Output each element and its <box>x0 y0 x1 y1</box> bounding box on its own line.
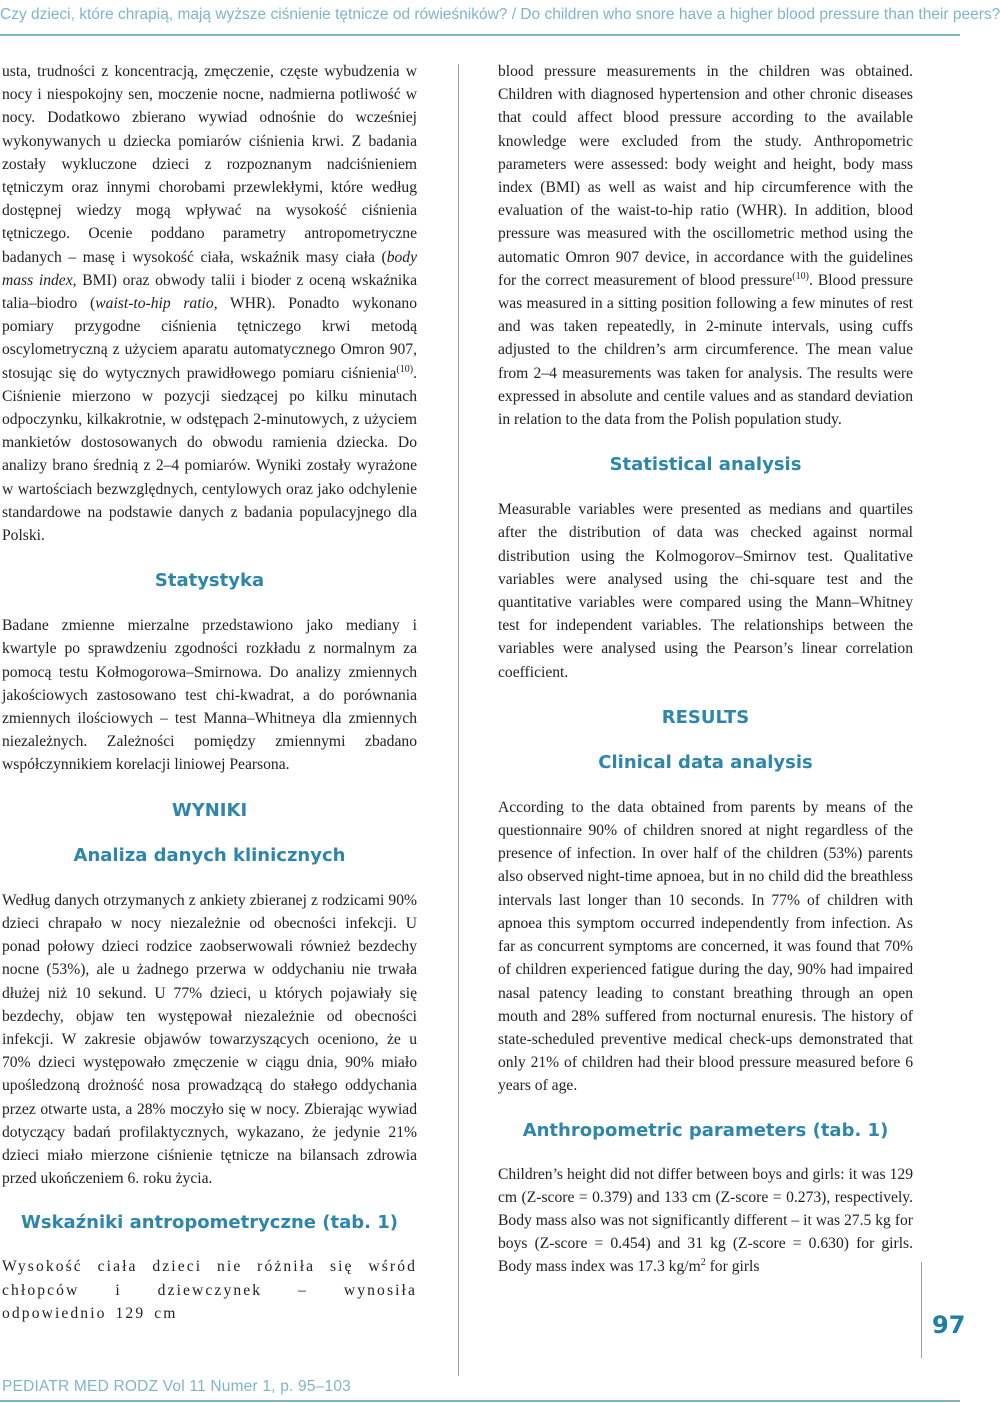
right-paragraph-anthropometric <box>498 1163 913 1279</box>
right-paragraph-clinical: According to the data obtained from parents by means of the questionnaire 90% of children snored at night regardless of the presence of infection. In over half of the children (53%) parents also observed night-time apnoea, but in no child did the breathless intervals last longer than 10 seconds. In 77% of children with apnoea this symptom occurred independently from infection. As far as concurrent symptoms are concerned, it was found that 70% of children experienced fatigue during the day, 90% had impaired nasal patency leading to constant breathing through an open mouth and 28% suffered from nocturnal enuresis. The history of state-scheduled preventive medical check-ups demonstrated that only 21% of children had their blood pressure measured before 6 years of age. <box>498 798 913 1095</box>
heading-analiza-danych: Analiza danych klinicznych <box>73 844 346 866</box>
left-paragraph-statistics: Badane zmienne mierzalne przedstawiono jako mediany i kwartyle po sprawdzeniu zgodności rozkładu z normalnym za pomocą testu Kołmogorowa–Smirnowa. Do analizy zmiennych jakościowych zastosowano test chi-kwadrat, a do porównania zmiennych ilościowych – test Manna–Whitneya dla zmiennych niezależnych. Zależności pomiędzy zmiennymi zbadano współczynnikiem korelacji liniowej Pearsona. <box>2 617 417 774</box>
column-divider <box>458 64 459 1376</box>
left-p1-text2: , BMI) oraz obwody talii i bioder z oceną wskaźnika talia–biodro ( <box>2 271 417 313</box>
right-p1-text2: . Blood pressure was measured in a sitting position following a few minutes of rest and was taken repeatedly, in 2-minute intervals, using cuffs adjusted to the children’s arm circumference. The mean value from 2–4 measurements was taken for analysis. The results were expressed in absolute and centile values and as standard deviation in relation to the data from the Polish population study. <box>498 271 913 429</box>
header-rule <box>0 34 960 36</box>
heading-wskazniki: Wskaźniki antropometryczne (tab. 1) <box>21 1212 398 1234</box>
right-p4-text: Children’s height did not differ between boys and girls: it was 129 cm (Z-score = 0.379) and 133 cm (Z-score = 0.273), respectively. Body mass also was not significantly different – it was 27.5 kg for boys (Z-score = 0.454) and 31 kg (Z-score = 0.630) for girls. Body mass index was 17.3 kg/m <box>498 1165 913 1276</box>
left-p1-text: usta, trudności z koncentracją, zmęczenie, częste wybudzenia w nocy i niespokojny sen, moczenie nocne, nadmierna potliwość w nocy. Dodatkowo zbierano wywiad odnośnie do wcześniej wykonywanych u dziecka pomiarów ciśnienia krwi. Z badania zostały wykluczone dzieci z rozpoznanym nadciśnieniem tętniczym oraz innymi chorobami przewlekłymi, które według dostępnej wiedzy mogą wpływać na wysokość ciśnienia tętniczego. Ocenie poddano parametry antropometryczne badanych – masę i wysokość ciała, wskaźnik masy ciała ( <box>2 63 417 266</box>
heading-wyniki: WYNIKI <box>171 799 248 821</box>
heading-results: RESULTS <box>661 706 750 728</box>
right-p1-citation: (10) <box>792 270 809 282</box>
left-p1-text3: , WHR). Ponadto wykonano pomiary przygodne ciśnienia tętniczego krwi metodą oscylometryczną z użyciem aparatu automatycznego Omron 907, stosując się do wytycznych prawidłowego pomiaru ciśnienia <box>2 295 417 382</box>
footer-journal-citation: PEDIATR MED RODZ Vol 11 Numer 1, p. 95–103 <box>2 1378 351 1395</box>
left-p1-italic-bmi: body mass index <box>2 248 417 289</box>
page-number: 97 <box>932 1311 966 1339</box>
left-p1-citation: (10) <box>396 363 414 375</box>
left-paragraph-anthropometric: Wysokość ciała dzieci nie różniła się wśród chłopców i dziewczynek – wynosiła odpowiednio 129 cm <box>2 1258 417 1322</box>
right-paragraph-methods <box>498 60 913 431</box>
footer-rule <box>0 1400 960 1402</box>
left-column <box>2 60 417 1325</box>
left-p1-italic-whr: waist-to-hip ratio <box>95 295 214 313</box>
right-p1-text: blood pressure measurements in the children was obtained. Children with diagnosed hypertension and other chronic diseases that could affect blood pressure according to the available knowledge were excluded from the study. Anthropometric parameters were assessed: body weight and height, body mass index (BMI) as well as waist and hip circumference with the evaluation of the waist-to-hip ratio (WHR). In addition, blood pressure was measured with the oscillometric method using the automatic Omron 907 device, in accordance with the guidelines for the correct measurement of blood pressure <box>498 63 913 289</box>
heading-clinical-data-analysis: Clinical data analysis <box>598 751 813 773</box>
left-p1-text4: . Ciśnienie mierzono w pozycji siedzącej po kilku minutach odpoczynku, kilkakrotnie, w odstępach 2-minutowych, z użyciem mankietów dostosowanych do obwodu ramienia dziecka. Do analizy brano średnią z 2–4 pomiarów. Wyniki zostały wyrażone w wartościach bezwzględnych, centylowych oraz jako odchylenie standardowe na podstawie danych z badania populacyjnego dla Polski. <box>2 364 417 545</box>
page-number-rule <box>921 1262 922 1358</box>
right-paragraph-statistics: Measurable variables were presented as medians and quartiles after the distribution of data was checked against normal distribution using the Kolmogorov–Smirnov test. Qualitative variables were analysed using the chi-square test and the quantitative variables were compared using the Mann–Whitney test for independent variables. The relationships between the variables were analysed using the Pearson’s linear correlation coefficient. <box>498 501 913 681</box>
heading-statistical-analysis: Statistical analysis <box>609 454 802 476</box>
heading-statystyka: Statystyka <box>154 570 265 592</box>
right-p4-text2: for girls <box>705 1258 760 1276</box>
right-column <box>498 60 913 1279</box>
running-header: Czy dzieci, które chrapią, mają wyższe ciśnienie tętnicze od rówieśników? / Do children who snore have a higher blood pressure than their peers? <box>0 6 1000 23</box>
left-paragraph-clinical: Według danych otrzymanych z ankiety zbieranej z rodzicami 90% dzieci chrapało w nocy niezależnie od obecności infekcji. U ponad połowy dzieci rodzice zaobserwowali również bezdechy nocne (53%), ale u żadnego przerwa w oddychaniu nie trwała dłużej niż 10 sekund. U 77% dzieci, u których pojawiały się bezdechy, objaw ten występował niezależnie od obecności infekcji. W zakresie objawów towarzyszących oceniono, że u 70% dzieci występowało zmęczenie w ciągu dnia, 90% miało upośledzoną drożność nosa prowadzącą do stałego oddychania przez otwarte usta, a 28% moczyło się w nocy. Zbierając wywiad dotyczący badań profilaktycznych, wykazano, że jedynie 21% dzieci miało mierzone ciśnienie tętnicze na bilansach zdrowia przed ukończeniem 6. roku życia. <box>2 891 417 1188</box>
left-paragraph-methods <box>2 60 417 547</box>
heading-anthropometric-parameters: Anthropometric parameters (tab. 1) <box>522 1119 889 1141</box>
right-p4-superscript: 2 <box>700 1257 706 1269</box>
